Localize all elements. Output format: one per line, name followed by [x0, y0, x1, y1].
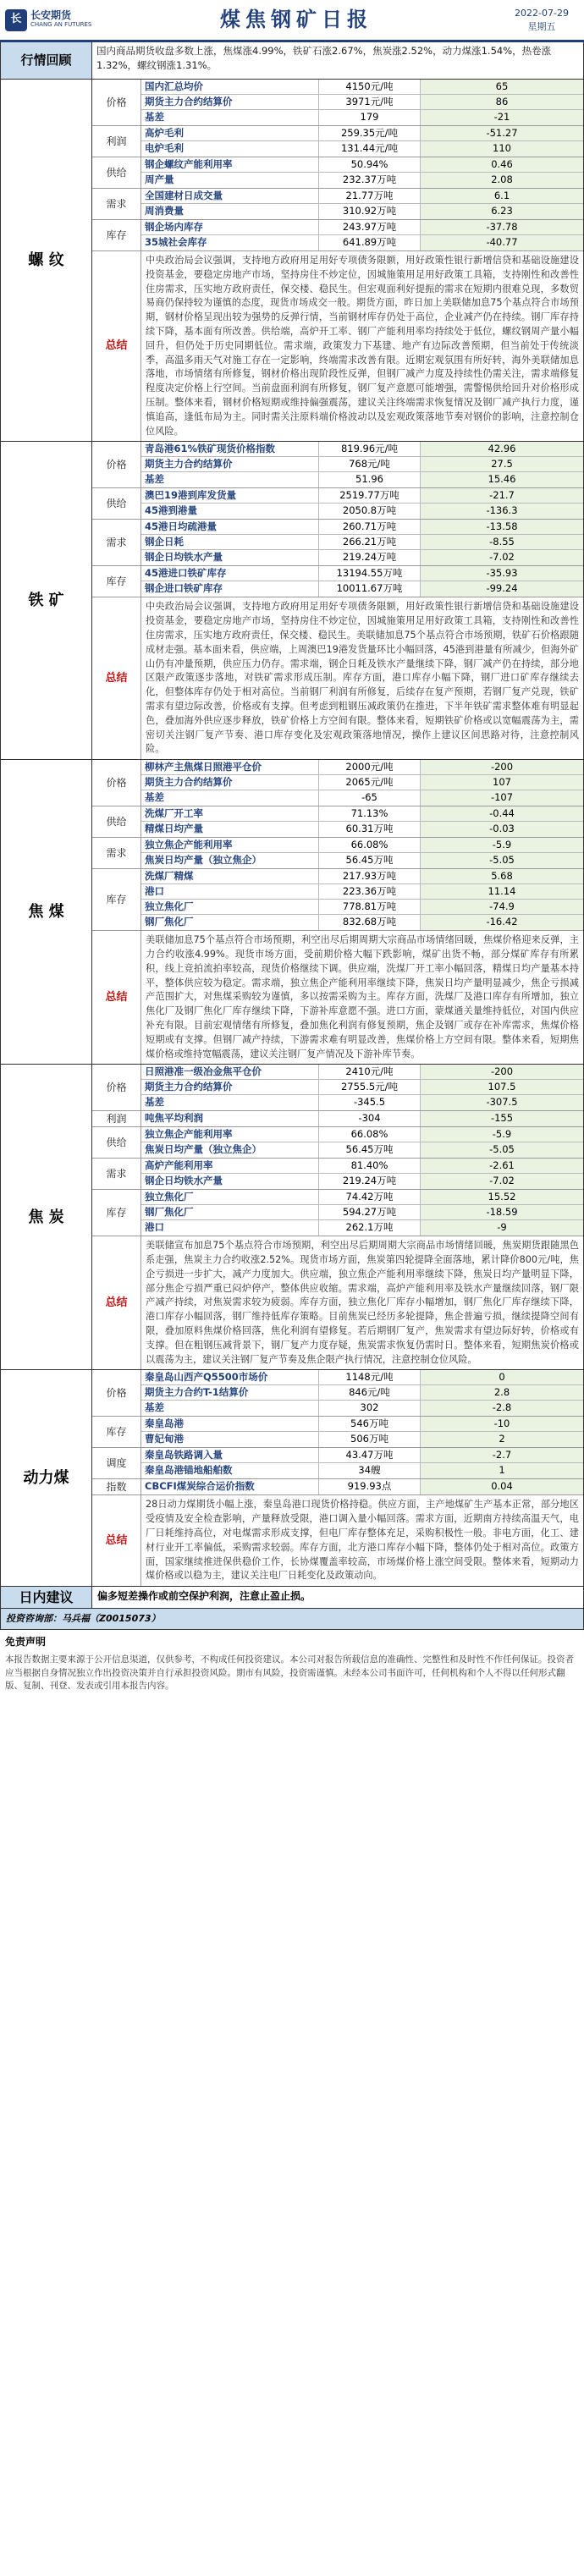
disclaimer-title: 免责声明	[5, 1635, 47, 1648]
indicator-value: 1148元/吨	[319, 1370, 421, 1384]
indicator-row	[141, 884, 583, 900]
indicator-change: 107.5	[421, 1080, 583, 1094]
indicator-name: 焦炭日均产量（独立焦企）	[141, 853, 319, 868]
summary-text: 28日动力煤期货小幅上涨，秦皇岛港口现货价格持稳。供应方面，主产地煤矿生产基本正常，部分地区受疫情及安全检查影响，产量释放受限，港口调入量小幅回落。需求方面，近期南方持续高温天气，电厂日耗维持高位，对电煤需求形成支撑，但电厂库存整体充足，采购积极性一般。非电方面，化工、建材行业开工率偏低，采购需求较弱。库存方面，北方港口库存小幅下降，整体仍处于相对高位。政策方面，国家继续推进保供稳价工作，长协煤覆盖率较高，市场煤价格上涨空间受限。整体来看，短期动力煤价格或以稳为主，建议关注电厂日耗变化及政策动向。	[146, 1499, 579, 1582]
indicator-name: 钢企日均铁水产量	[141, 1174, 319, 1189]
indicator-name: 周消费量	[141, 204, 319, 219]
summary-text: 美联储宣布加息75个基点符合市场预期，利空出尽后期周期大宗商品市场情绪回暖，焦炭期货跟随黑色系走强，焦炭主力合约收涨2.52%。现货市场方面，焦炭第四轮提降全面落地，累计降价800元/吨，焦企亏损进一步扩大，减产力度加大。供应端，独立焦企产能利用率继续下降，焦炭日均产量明显下降，部分焦企亏损严重已闷炉停产，整体供应收缩。需求端，高炉产能利用率及铁水产量继续回落，钢厂限产减产持续，对焦炭需求较为疲弱。库存方面，独立焦化厂库存小幅增加，钢厂焦化厂库存继续下降，港口库存小幅回落，钢厂维持低库存策略。目前焦炭已经历多轮提降，焦企普遍亏损，继续提降空间有限，叠加原料焦煤价格回落，焦化利润有望修复。若后期钢厂复产，焦炭需求有望边际好转，价格或有支撑。但在粗钢压减背景下，钢厂复产力度存疑，焦炭需求恢复仍需时日。整体来看，短期焦炭价格或以震荡为主，建议关注钢厂复产节奏及焦企限产执行情况，注意控制仓位风险。	[146, 1240, 579, 1365]
indicator-change: -5.05	[421, 853, 583, 868]
indicator-group	[92, 157, 583, 189]
indicator-change: -99.24	[421, 581, 583, 597]
indicator-change: 15.46	[421, 472, 583, 487]
indicator-name: 独立焦企产能利用率	[141, 838, 319, 852]
indicator-value: 21.77万吨	[319, 189, 421, 203]
indicator-value: 131.44元/吨	[319, 141, 421, 157]
group-category: 库存	[92, 566, 141, 597]
indicator-row	[141, 173, 583, 188]
indicator-value: 56.45万吨	[319, 1142, 421, 1158]
indicator-value: 56.45万吨	[319, 853, 421, 868]
indicator-value: 217.93万吨	[319, 869, 421, 883]
summary-text: 中央政治局会议强调，支持地方政府用足用好专项债务限额，用好政策性银行新增信贷和基础设施建设投资基金，要稳定房地产市场，坚持房住不炒定位，因城施策用足用好政策工具箱，支持刚性和改善性住房需求，压实地方政府责任，保交楼、稳民生。但宏观面利好提振的需求在短期内很难兑现，多数贸易商仍保持较为谨慎的态度，现货市场成交一般。期货方面，昨日加上美联储加息75个基点符合市场预期，钢材价格呈现出较为强势的反弹行情，当前钢材库存仍处于高位，企业减产仍在持续。钢厂库存持续下降，基本面有所改善。供给端，高炉开工率、钢厂产能利用率均持续处于低位，螺纹钢周产量小幅回升，但仍处于历史同期低位。需求端，政策发力下基建、地产有边际改善预期，但当前处于传统淡季，高温多雨天气对施工存在一定影响，终端需求改善有限。近期宏观氛围有所好转，海外美联储加息落地，市场情绪有所修复，钢材价格出现阶段性反弹，但钢厂减产力度及持续性仍需关注，需求端修复程度决定价格上行空间。当前盘面利润有所修复，钢厂复产意愿可能增强，需警惕供给回升对价格形成压制。整体来看，钢材价格短期或维持偏强震荡，建议关注终端需求恢复情况及钢厂减产执行力度，谨慎追高，逢低布局为主。同时需关注原料端价格波动以及宏观政策落地节奏对钢价的影响，注意控制仓位风险。	[146, 255, 579, 437]
indicator-change: 86	[421, 95, 583, 109]
indicator-row	[141, 1205, 583, 1220]
indicator-name: 日照港准一级冶金焦平仓价	[141, 1065, 319, 1079]
indicator-row	[141, 822, 583, 837]
indicator-name: 高炉毛利	[141, 126, 319, 140]
indicator-group	[92, 760, 583, 806]
indicator-change: 5.68	[421, 869, 583, 883]
indicator-value: 66.08%	[319, 838, 421, 852]
indicator-name: 高炉产能利用率	[141, 1159, 319, 1173]
indicator-name: 港口	[141, 1220, 319, 1236]
indicator-name: CBCFI煤炭综合运价指数	[141, 1479, 319, 1494]
indicator-group	[92, 220, 583, 251]
indicator-group	[92, 1065, 583, 1111]
indicator-group	[92, 869, 583, 931]
indicator-value: 919.93点	[319, 1479, 421, 1494]
indicator-change: -21.7	[421, 488, 583, 503]
section-coke	[0, 1065, 584, 1370]
section-thermal	[0, 1370, 584, 1587]
indicator-name: 期货主力合约结算价	[141, 775, 319, 790]
indicator-name: 吨焦平均利润	[141, 1111, 319, 1126]
indicator-name: 秦皇岛铁路调入量	[141, 1448, 319, 1462]
indicator-change: -0.03	[421, 822, 583, 837]
indicator-name: 青岛港61%铁矿现货价格指数	[141, 442, 319, 456]
indicator-change: 15.52	[421, 1190, 583, 1204]
section-body	[92, 1065, 583, 1369]
indicator-change: -107	[421, 790, 583, 806]
indicator-name: 国内汇总均价	[141, 80, 319, 94]
group-category: 供给	[92, 488, 141, 519]
indicator-row	[141, 1080, 583, 1095]
indicator-name: 期货主力合约结算价	[141, 95, 319, 109]
indicator-row	[141, 535, 583, 550]
indicator-group	[92, 1111, 583, 1127]
section-rebar	[0, 80, 584, 442]
indicator-name: 独立焦企产能利用率	[141, 1127, 319, 1142]
indicator-value: 50.94%	[319, 157, 421, 172]
indicator-row	[141, 520, 583, 535]
indicator-value: 219.24万吨	[319, 1174, 421, 1189]
indicator-value: 13194.55万吨	[319, 566, 421, 581]
indicator-change: -74.9	[421, 900, 583, 914]
group-category: 需求	[92, 838, 141, 868]
indicator-change: -10	[421, 1417, 583, 1431]
group-category: 调度	[92, 1448, 141, 1478]
indicator-name: 钢企日均铁水产量	[141, 550, 319, 565]
group-category: 供给	[92, 806, 141, 837]
indicator-row	[141, 141, 583, 157]
indicator-group	[92, 1127, 583, 1159]
indicator-name: 周产量	[141, 173, 319, 188]
weekday-text: 星期五	[527, 20, 556, 32]
indicator-name: 钢企日耗	[141, 535, 319, 549]
summary-block	[92, 1495, 583, 1586]
section-ore	[0, 442, 584, 760]
indicator-value: 259.35元/吨	[319, 126, 421, 140]
indicator-change: 42.96	[421, 442, 583, 456]
indicator-value: 10011.67万吨	[319, 581, 421, 597]
indicator-change: 1	[421, 1463, 583, 1478]
logo-cn: 长安期货	[30, 9, 72, 21]
indicator-change: -2.7	[421, 1448, 583, 1462]
market-review	[0, 42, 584, 80]
section-body	[92, 1370, 583, 1586]
indicator-row	[141, 550, 583, 565]
indicator-change: 0	[421, 1370, 583, 1384]
indicator-row	[141, 80, 583, 95]
group-category: 价格	[92, 1370, 141, 1416]
indicator-name: 全国建材日成交量	[141, 189, 319, 203]
indicator-name: 基差	[141, 110, 319, 125]
indicator-group	[92, 1190, 583, 1236]
indicator-row	[141, 1190, 583, 1205]
indicator-group	[92, 1370, 583, 1417]
indicator-name: 期货主力合约结算价	[141, 457, 319, 471]
indicator-row	[141, 838, 583, 853]
indicator-name: 钢厂焦化厂	[141, 1205, 319, 1219]
company-logo	[0, 9, 93, 31]
indicator-group	[92, 1417, 583, 1448]
indicator-row	[141, 790, 583, 806]
indicator-row	[141, 915, 583, 930]
indicator-value: 546万吨	[319, 1417, 421, 1431]
indicator-row	[141, 900, 583, 915]
indicator-value: 302	[319, 1401, 421, 1416]
group-category: 价格	[92, 1065, 141, 1110]
indicator-name: 独立焦化厂	[141, 900, 319, 914]
indicator-group	[92, 806, 583, 838]
indicator-row	[141, 442, 583, 457]
indicator-row	[141, 566, 583, 581]
indicator-row	[141, 775, 583, 790]
indicator-value: 243.97万吨	[319, 220, 421, 234]
indicator-value: 223.36万吨	[319, 884, 421, 899]
indicator-name: 秦皇岛山西产Q5500市场价	[141, 1370, 319, 1384]
indicator-name: 焦炭日均产量（独立焦企）	[141, 1142, 319, 1158]
group-category: 需求	[92, 520, 141, 565]
indicator-value: 219.24万吨	[319, 550, 421, 565]
indicator-value: -304	[319, 1111, 421, 1126]
summary-text: 美联储加息75个基点符合市场预期，利空出尽后期周期大宗商品市场情绪回暖，焦煤价格迎来反弹，主力合约收涨4.99%。现货市场方面，受前期价格大幅下跌影响，煤矿出货不畅，部分煤矿库存有所累积，线上竞拍流拍率较高，现货价格继续下调。供应端，洗煤厂开工率小幅回落，精煤日均产量基本持平，整体供应较为稳定。需求端，独立焦企产能利用率继续下降，焦炭日均产量明显减少，焦企亏损减产范围扩大，对焦煤采购较为谨慎，多以按需采购为主。库存方面，洗煤厂及港口库存有所增加，独立焦化厂及钢厂焦化厂库存继续下降，下游补库意愿不强。进口方面，蒙煤通关量维持低位，对国内供应补充有限。目前宏观情绪有所修复，叠加焦化利润有修复预期，焦企及钢厂或存在补库需求，焦煤价格短期或有支撑。但钢厂减产持续，下游需求难有明显改善，焦煤价格上方空间有限。整体来看，短期焦煤价格或维持宽幅震荡，建议关注钢厂复产情况及下游补库节奏。	[146, 934, 579, 1060]
summary-label: 总结	[92, 931, 141, 1064]
indicator-change: -200	[421, 760, 583, 774]
section-name: 铁 矿	[1, 442, 92, 759]
indicator-value: 641.89万吨	[319, 235, 421, 250]
indicator-row	[141, 1174, 583, 1189]
indicator-row	[141, 1159, 583, 1174]
group-category: 供给	[92, 157, 141, 188]
summary-block	[92, 251, 583, 441]
indicator-value: 778.81万吨	[319, 900, 421, 914]
indicator-change: -5.9	[421, 1127, 583, 1142]
indicator-value: 2065元/吨	[319, 775, 421, 790]
group-category: 库存	[92, 220, 141, 250]
indicator-row	[141, 1432, 583, 1447]
indicator-value: 66.08%	[319, 1127, 421, 1142]
summary-block	[92, 1236, 583, 1369]
indicator-value: 2755.5元/吨	[319, 1080, 421, 1094]
indicator-name: 钢厂焦化厂	[141, 915, 319, 930]
group-category: 价格	[92, 442, 141, 487]
summary-block	[92, 597, 583, 759]
indicator-change: -2.8	[421, 1401, 583, 1416]
summary-label: 总结	[92, 251, 141, 441]
indicator-row	[141, 760, 583, 775]
indicator-name: 基差	[141, 1401, 319, 1416]
indicator-row	[141, 126, 583, 141]
indicator-value: 60.31万吨	[319, 822, 421, 837]
indicator-group	[92, 189, 583, 220]
summary-block	[92, 931, 583, 1064]
indicator-change: -18.59	[421, 1205, 583, 1219]
indicator-change: 6.23	[421, 204, 583, 219]
indicator-row	[141, 1463, 583, 1478]
indicator-change: -5.05	[421, 1142, 583, 1158]
indicator-change: 65	[421, 80, 583, 94]
section-name: 动力煤	[1, 1370, 92, 1586]
indicator-group	[92, 838, 583, 869]
group-category: 库存	[92, 1417, 141, 1447]
indicator-value: 768元/吨	[319, 457, 421, 471]
indicator-name: 钢企螺纹产能利用率	[141, 157, 319, 172]
indicator-name: 45港进口铁矿库存	[141, 566, 319, 581]
section-name: 螺 纹	[1, 80, 92, 441]
group-category: 利润	[92, 1111, 141, 1126]
indicator-name: 期货主力合约结算价	[141, 1080, 319, 1094]
indicator-row	[141, 504, 583, 519]
indicator-value: -345.5	[319, 1095, 421, 1110]
group-category: 供给	[92, 1127, 141, 1158]
indicator-name: 独立焦化厂	[141, 1190, 319, 1204]
indicator-value: -65	[319, 790, 421, 806]
indicator-value: 310.92万吨	[319, 204, 421, 219]
indicator-change: -40.77	[421, 235, 583, 250]
indicator-name: 45港日均疏港量	[141, 520, 319, 534]
indicator-value: 51.96	[319, 472, 421, 487]
indicator-change: -13.58	[421, 520, 583, 534]
indicator-name: 基差	[141, 1095, 319, 1110]
review-label: 行情回顾	[1, 42, 92, 79]
report-title: 煤焦钢矿日报	[220, 7, 372, 31]
indicator-value: 179	[319, 110, 421, 125]
indicator-row	[141, 472, 583, 487]
indicator-value: 3971元/吨	[319, 95, 421, 109]
indicator-value: 832.68万吨	[319, 915, 421, 930]
indicator-value: 846元/吨	[319, 1385, 421, 1400]
indicator-change: -7.02	[421, 1174, 583, 1189]
indicator-change: -155	[421, 1111, 583, 1126]
indicator-value: 43.47万吨	[319, 1448, 421, 1462]
indicator-value: 266.21万吨	[319, 535, 421, 549]
indicator-change: 107	[421, 775, 583, 790]
group-category: 库存	[92, 869, 141, 930]
indicator-value: 262.1万吨	[319, 1220, 421, 1236]
indicator-value: 260.71万吨	[319, 520, 421, 534]
indicator-change: 0.04	[421, 1479, 583, 1494]
group-category: 指数	[92, 1479, 141, 1494]
section-body	[92, 80, 583, 441]
indicator-row	[141, 1448, 583, 1463]
indicator-name: 35城社会库存	[141, 235, 319, 250]
indicator-name: 柳林产主焦煤日照港平仓价	[141, 760, 319, 774]
indicator-row	[141, 1417, 583, 1432]
section-body	[92, 442, 583, 759]
indicator-group	[92, 80, 583, 126]
indicator-change: 6.1	[421, 189, 583, 203]
indicator-name: 曹妃甸港	[141, 1432, 319, 1447]
indicator-name: 基差	[141, 790, 319, 806]
indicator-group	[92, 1448, 583, 1479]
indicator-row	[141, 189, 583, 204]
indicator-change: -8.55	[421, 535, 583, 549]
summary-label: 总结	[92, 1236, 141, 1369]
indicator-name: 钢企场内库存	[141, 220, 319, 234]
indicator-change: -7.02	[421, 550, 583, 565]
report-header	[0, 0, 584, 42]
indicator-change: -16.42	[421, 915, 583, 930]
group-category: 价格	[92, 760, 141, 806]
indicator-row	[141, 1385, 583, 1401]
indicator-name: 洗煤厂开工率	[141, 806, 319, 821]
indicator-value: 34艘	[319, 1463, 421, 1478]
indicator-name: 期货主力合约T-1结算价	[141, 1385, 319, 1400]
indicator-row	[141, 110, 583, 125]
indicator-row	[141, 488, 583, 504]
indicator-change: -37.78	[421, 220, 583, 234]
indicator-value: 74.42万吨	[319, 1190, 421, 1204]
indicator-value: 2410元/吨	[319, 1065, 421, 1079]
indicator-name: 澳巴19港到库发货量	[141, 488, 319, 503]
indicator-group	[92, 566, 583, 597]
indicator-name: 45港到港量	[141, 504, 319, 519]
indicator-row	[141, 1370, 583, 1385]
indicator-group	[92, 1479, 583, 1495]
section-coking_coal	[0, 760, 584, 1065]
indicator-row	[141, 157, 583, 173]
indicator-row	[141, 457, 583, 472]
indicator-value: 2519.77万吨	[319, 488, 421, 503]
indicator-change: 0.46	[421, 157, 583, 172]
indicator-name: 洗煤厂精煤	[141, 869, 319, 883]
indicator-change: -9	[421, 1220, 583, 1236]
indicator-value: 506万吨	[319, 1432, 421, 1447]
summary-label: 总结	[92, 597, 141, 759]
indicator-name: 基差	[141, 472, 319, 487]
report-date	[499, 7, 584, 33]
advice-label: 日内建议	[1, 1587, 92, 1608]
indicator-change: -21	[421, 110, 583, 125]
indicator-value: 2000元/吨	[319, 760, 421, 774]
indicator-row	[141, 1111, 583, 1126]
indicator-row	[141, 204, 583, 219]
section-name: 焦 炭	[1, 1065, 92, 1369]
date-text: 2022-07-29	[515, 8, 569, 19]
indicator-change: 2.8	[421, 1385, 583, 1400]
indicator-change: 27.5	[421, 457, 583, 471]
indicator-change: 110	[421, 141, 583, 157]
summary-label: 总结	[92, 1495, 141, 1586]
intraday-advice	[0, 1587, 584, 1609]
review-text: 国内商品期货收盘多数上涨，焦煤涨4.99%，铁矿石涨2.67%，焦炭涨2.52%，动力煤涨1.54%，热卷涨1.32%，螺纹钢涨1.31%。	[96, 45, 552, 71]
indicator-row	[141, 1401, 583, 1416]
disclaimer-text: 本报告数据主要来源于公开信息渠道，仅供参考，不构成任何投资建议。本公司对报告所载信息的准确性、完整性和及时性不作任何保证。投资者应当根据自身情况独立作出投资决策并自行承担投资风险。期市有风险，投资需谨慎。未经本公司书面许可，任何机构和个人不得以任何形式翻版、复制、刊登、发表或引用本报告内容。	[5, 1654, 574, 1691]
group-category: 利润	[92, 126, 141, 157]
summary-text: 中央政治局会议强调，支持地方政府用足用好专项债务限额，用好政策性银行新增信贷和基础设施建设投资基金，要稳定房地产市场，坚持房住不炒定位，因城施策用足用好政策工具箱，支持刚性和改善性住房需求，压实地方政府责任，保交楼、稳民生。美联储加息75个基点符合市场预期，铁矿石价格跟随成材走强。基本面来看，供应端，上周澳巴19港发货量环比小幅回落，45港到港量有所减少，但海外矿山仍有冲量预期，供应压力仍存。需求端，钢企日耗及铁水产量继续下降，钢厂减产仍在持续，部分地区限产政策逐步落地，对铁矿需求形成压制。库存方面，港口库存小幅下降，钢厂进口矿库存继续去化，但整体库存仍处于相对高位。当前钢厂利润有所修复，后续存在复产预期，若钢厂复产兑现，铁矿需求有望边际改善，价格或有支撑。但考虑到粗钢压减政策仍在推进，下半年铁矿需求整体难有明显起色，叠加海外供应逐步释放，铁矿价格上方空间有限。整体来看，短期铁矿价格或以宽幅震荡为主，需密切关注钢厂复产节奏、港口库存变化及宏观政策落地情况，操作上建议区间思路对待，注意控制风险。	[146, 601, 579, 755]
indicator-row	[141, 1065, 583, 1080]
indicator-change: 11.14	[421, 884, 583, 899]
indicator-change: -2.61	[421, 1159, 583, 1173]
indicator-row	[141, 1127, 583, 1142]
indicator-value: 2050.8万吨	[319, 504, 421, 519]
analyst-info: 投资咨询部：马兵福（Z0015073）	[0, 1609, 584, 1629]
indicator-value: 4150元/吨	[319, 80, 421, 94]
section-body	[92, 760, 583, 1064]
indicator-change: -136.3	[421, 504, 583, 519]
indicator-row	[141, 869, 583, 884]
indicator-value: 819.96元/吨	[319, 442, 421, 456]
indicator-value: 232.37万吨	[319, 173, 421, 188]
indicator-group	[92, 1159, 583, 1190]
indicator-group	[92, 442, 583, 488]
indicator-change: 2	[421, 1432, 583, 1447]
group-category: 需求	[92, 1159, 141, 1189]
indicator-row	[141, 1142, 583, 1158]
indicator-row	[141, 806, 583, 822]
indicator-change: 2.08	[421, 173, 583, 188]
indicator-name: 秦皇岛港锚地船舶数	[141, 1463, 319, 1478]
indicator-row	[141, 95, 583, 110]
indicator-change: -35.93	[421, 566, 583, 581]
indicator-row	[141, 853, 583, 868]
logo-en: CHANG AN FUTURES	[30, 21, 92, 29]
indicator-row	[141, 1095, 583, 1110]
indicator-change: -0.44	[421, 806, 583, 821]
group-category: 库存	[92, 1190, 141, 1236]
logo-icon: 长	[5, 9, 27, 31]
indicator-row	[141, 235, 583, 250]
indicator-row	[141, 581, 583, 597]
indicator-name: 秦皇岛港	[141, 1417, 319, 1431]
indicator-row	[141, 220, 583, 235]
indicator-change: -200	[421, 1065, 583, 1079]
indicator-row	[141, 1220, 583, 1236]
group-category: 需求	[92, 189, 141, 219]
indicator-name: 钢企进口铁矿库存	[141, 581, 319, 597]
indicator-name: 精煤日均产量	[141, 822, 319, 837]
section-name: 焦 煤	[1, 760, 92, 1064]
advice-text: 偏多短差操作或前空保护利润，注意止盈止损。	[97, 1590, 311, 1603]
indicator-group	[92, 126, 583, 157]
indicator-name: 港口	[141, 884, 319, 899]
indicator-value: 81.40%	[319, 1159, 421, 1173]
group-category: 价格	[92, 80, 141, 125]
indicator-group	[92, 488, 583, 520]
indicator-value: 594.27万吨	[319, 1205, 421, 1219]
indicator-row	[141, 1479, 583, 1494]
indicator-group	[92, 520, 583, 566]
indicator-change: -5.9	[421, 838, 583, 852]
indicator-name: 电炉毛利	[141, 141, 319, 157]
indicator-change: -307.5	[421, 1095, 583, 1110]
indicator-change: -51.27	[421, 126, 583, 140]
indicator-value: 71.13%	[319, 806, 421, 821]
